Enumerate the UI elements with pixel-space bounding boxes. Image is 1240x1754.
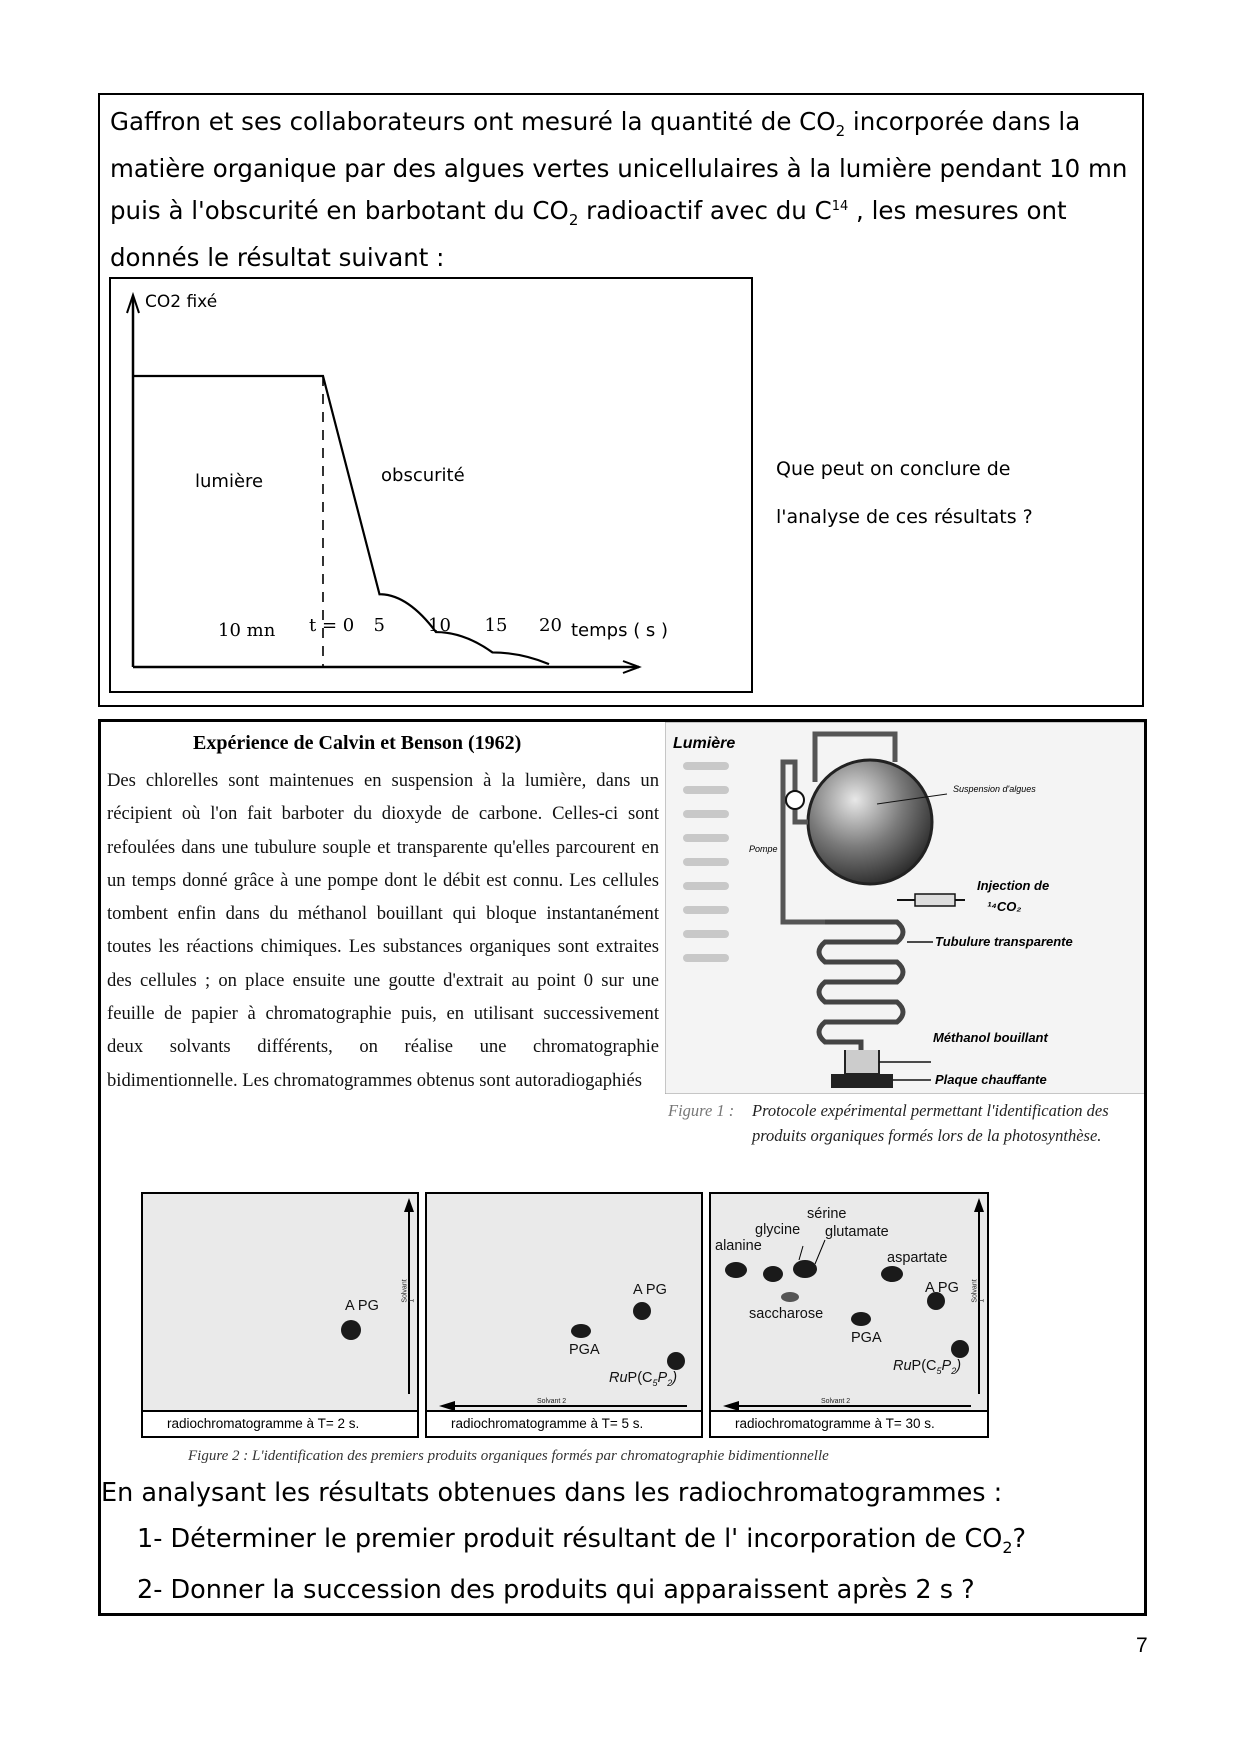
x-tick-label: 10 [428, 615, 451, 636]
gaffron-intro: Gaffron et ses collaborateurs ont mesuré la quantité de $CO_2$ incorporée dans la matière organique par des algues vertes unicellulaires à la lumière pendant 10 mn puis à l'obscurité en barbotant du $CO_2$ radioactif avec du $C^{14}$ , les mesures ont donnés le résultat suivant : [110, 107, 1128, 272]
region-light-label: lumière [195, 471, 264, 492]
spot-rudip [951, 1340, 969, 1358]
spot-pga [571, 1324, 591, 1338]
injection-label: Injection de [977, 878, 1050, 893]
x-axis-label: temps ( s ) [571, 620, 669, 641]
solvent1-label: Solvant 1 [401, 1279, 416, 1303]
calvin-section [98, 719, 1147, 1616]
label-aspartate: aspartate [887, 1250, 948, 1266]
chromatogram-caption: radiochromatogramme à T= 2 s. [143, 1410, 417, 1436]
label-saccharose: saccharose [749, 1306, 824, 1322]
question-1: 1- Déterminer le premier produit résultant de l' incorporation de $CO_2$? [137, 1524, 1027, 1558]
figure2-caption: Figure 2 : L'identification des premiers produits organiques formés par chromatographie bidimentionnelle [188, 1448, 829, 1464]
algae-flask [808, 760, 932, 884]
methanol-label: Méthanol bouillant [933, 1030, 1048, 1045]
hotplate-label: Plaque chauffante [935, 1072, 1047, 1087]
y-axis-label: CO2 fixé [145, 292, 218, 312]
spot-aspartate [881, 1266, 903, 1282]
label-glutamate: glutamate [825, 1224, 889, 1240]
spot-alanine [725, 1262, 747, 1278]
gaffron-section [98, 93, 1144, 707]
x-tick-label: 15 [484, 615, 508, 636]
apparatus-figure [665, 722, 1147, 1094]
syringe-icon [915, 894, 955, 906]
calvin-text: Des chlorelles sont maintenues en suspension à la lumière, dans un récipient où l'on fait barboter du dioxyde de carbone. Celles-ci sont refoulées dans une tubulure souple et transparente qu'elles parcourent en un temps donné grâce à une pompe dont le débit est connu. Les cellules tombent enfin dans du méthanol bouillant qui bloque instantanément toutes les réactions chimiques. Les substances organiques sont extraites des cellules ; on place ensuite une goutte d'extrait au point 0 sur une feuille de papier à chromatographie puis, en utilisant successivement deux solvants différents, on réalise une chromatographie bidimentionnelle. Les chromatogrammes obtenus sont autoradiogaphiés [107, 770, 659, 1091]
chromatogram-5s [425, 1192, 703, 1438]
spot-rudip [667, 1352, 685, 1370]
chromatogram-caption: radiochromatogramme à T= 5 s. [427, 1410, 701, 1436]
region-dark-label: obscurité [381, 465, 465, 486]
methanol-beaker [845, 1050, 879, 1074]
light-label: Lumière [673, 735, 736, 752]
label-apg: A PG [345, 1298, 379, 1314]
solvent1-label: Solvant 1 [971, 1279, 986, 1303]
label-rudip: $RuP(C_5P_2)$ [609, 1370, 678, 1388]
spot-apg [633, 1302, 651, 1320]
chromatogram-caption: radiochromatogramme à T= 30 s. [711, 1410, 987, 1436]
injection-co2-label: ¹⁴CO₂ [987, 899, 1022, 914]
chromatogram-2s [141, 1192, 419, 1438]
x-tick-label: 10 mn [218, 620, 276, 641]
spot-glycine [763, 1266, 783, 1282]
co2-graph [109, 277, 753, 693]
pump-label: Pompe [749, 844, 778, 854]
calvin-title: Expérience de Calvin et Benson (1962) [193, 732, 522, 754]
label-serine: sérine [807, 1206, 847, 1222]
label-pga: PGA [569, 1342, 600, 1358]
spot-glutamate [793, 1260, 817, 1278]
question-list [137, 1518, 1026, 1611]
spot-apg [341, 1320, 361, 1340]
analysis-prompt: En analysant les résultats obtenues dans les radiochromatogrammes : [101, 1478, 1003, 1508]
solvent2-label: Solvant 2 [821, 1398, 851, 1405]
x-tick-label: 5 [373, 615, 385, 636]
page-number: 7 [1136, 1634, 1148, 1657]
question-2: 2- Donner la succession des produits qui apparaissent après 2 s ? [137, 1575, 975, 1606]
solvent2-label: Solvant 2 [537, 1398, 567, 1405]
label-glycine: glycine [755, 1222, 801, 1238]
x-tick-label: 20 [539, 615, 562, 636]
co2-graph-svg [111, 279, 751, 691]
chromatogram-30s [709, 1192, 989, 1438]
label-apg: A PG [925, 1280, 959, 1296]
label-alanine: alanine [715, 1238, 762, 1254]
figure1-caption: Figure 1 : Protocole expérimental permettant l'identification des produits organiques formés lors de la photosynthèse. [668, 1101, 1109, 1145]
hotplate-icon [831, 1074, 893, 1088]
x-tick-label: t = 0 [309, 615, 355, 636]
label-pga: PGA [851, 1330, 882, 1346]
suspension-label: Suspension d'algues [953, 784, 1036, 794]
spot-pga [851, 1312, 871, 1326]
tube-label: Tubulure transparente [935, 934, 1073, 949]
spot-saccharose [781, 1292, 799, 1302]
label-apg: A PG [633, 1282, 667, 1298]
label-rudip: $RuP(C_5P_2)$ [893, 1358, 962, 1376]
gaffron-question: Que peut on conclure de l'analyse de ces résultats ? [776, 458, 1033, 528]
pump-icon [786, 791, 804, 809]
